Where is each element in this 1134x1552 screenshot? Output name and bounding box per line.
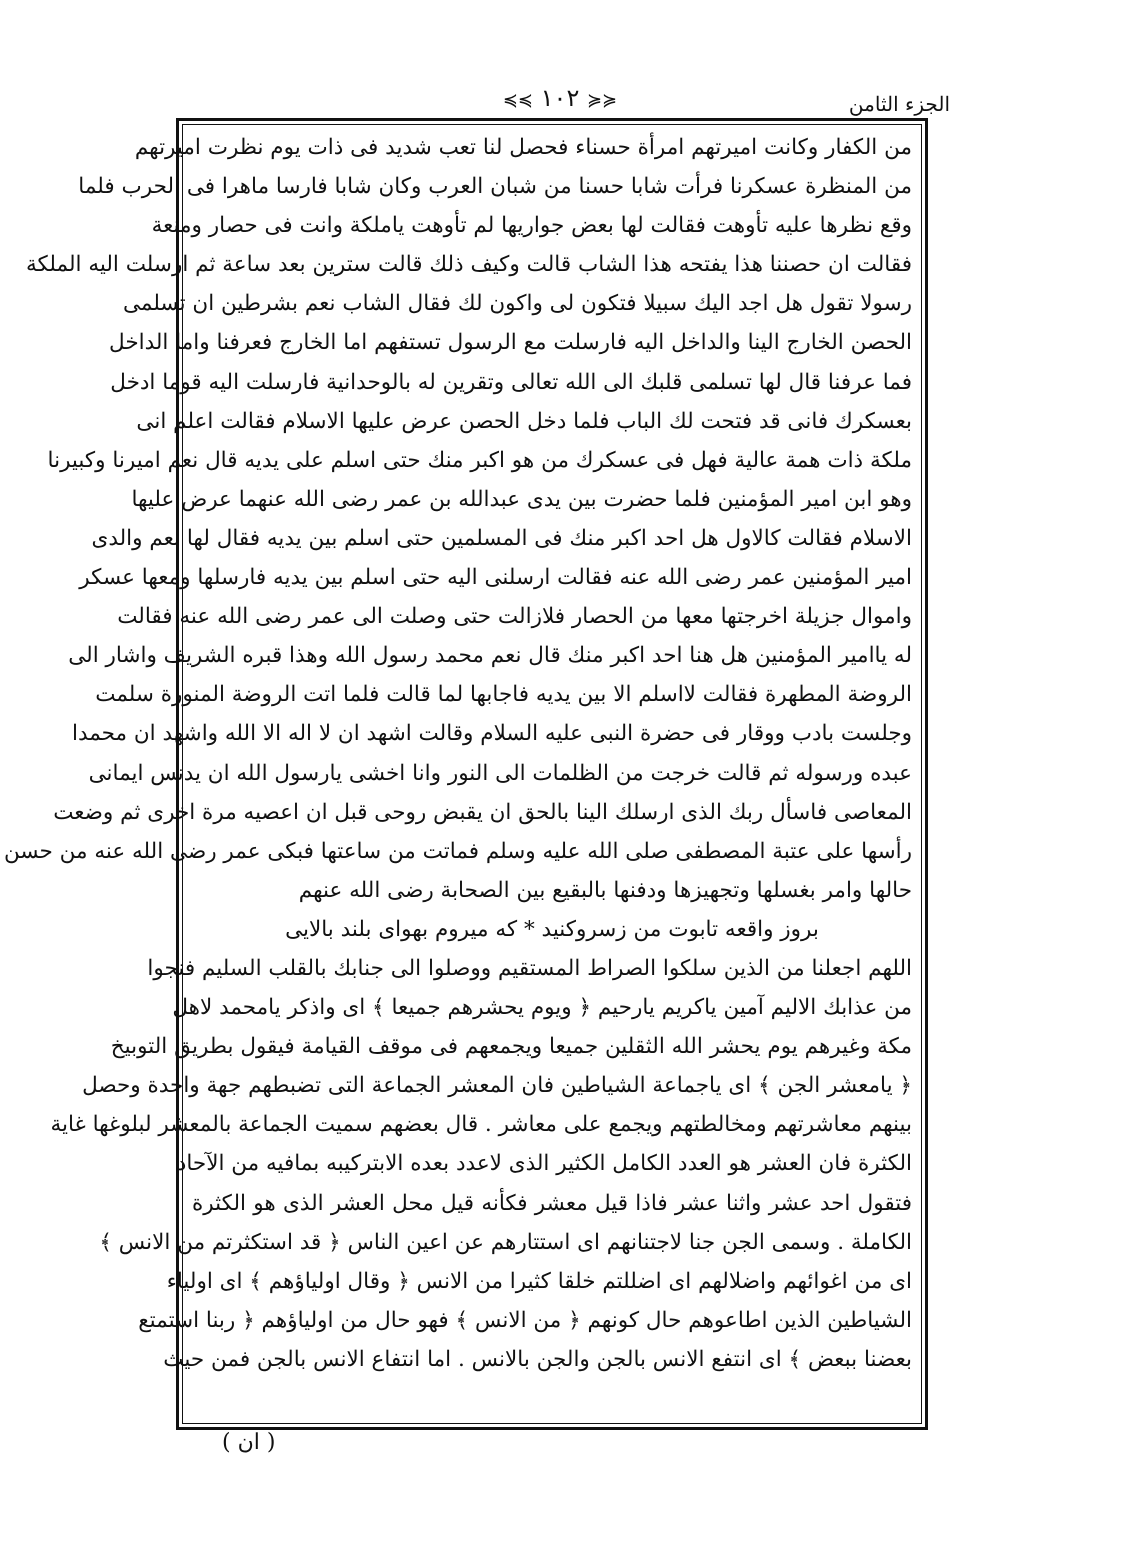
- text-line: بينهم معاشرتهم ومخالطتهم ويجمع على معاشر . قال بعضهم سميت الجماعة بالمعشر لبلوغها غاية: [50, 1112, 912, 1138]
- text-line: وهو ابن امير المؤمنين فلما حضرت بين يدى عبدالله بن عمر رضى الله عنهما عرض عليها: [131, 486, 912, 512]
- text-line: الكثرة فان العشر هو العدد الكامل الكثير الذى لاعدد بعده الابتركيبه بمافيه من الآحاد: [176, 1151, 912, 1177]
- page-header: [180, 84, 950, 120]
- catchword: ( ان ): [222, 1430, 276, 1455]
- text-line: من المنظرة عسكرنا فرأت شابا حسنا من شبان العرب وكان شابا فارسا ماهرا فى الحرب فلما: [78, 174, 912, 200]
- text-line: الكاملة . وسمى الجن جنا لاجتنانهم اى استتارهم عن اعين الناس ﴿ قد استكثرتم من الانس ﴾: [99, 1229, 912, 1255]
- text-line: له ياامير المؤمنين هل هنا احد اكبر منك قال نعم محمد رسول الله وهذا قبره الشريف واشار الى: [68, 643, 912, 669]
- text-line: امير المؤمنين عمر رضى الله عنه فقالت ارسلنى اليه حتى اسلم بين يديه فارسلها ومعها عسكر: [79, 565, 912, 591]
- text-line: ملكة ذات همة عالية فهل فى عسكرك من هو اكبر منك حتى اسلم على يديه قال نعم اميرنا وكبيرنا: [47, 447, 912, 473]
- ornament-left: ≽≽: [502, 90, 534, 111]
- ornament-right: ≼≼: [586, 90, 618, 111]
- page-number: ١٠٢: [540, 84, 580, 112]
- text-line: الاسلام فقالت كالاول هل احد اكبر منك فى المسلمين حتى اسلم بين يديه فقال لها نعم والدى: [91, 525, 912, 551]
- text-line: الشياطين الذين اطاعوهم حال كونهم ﴿ من الانس ﴾ فهو حال من اولياؤهم ﴿ ربنا استمتع: [138, 1307, 912, 1333]
- text-line: الروضة المطهرة فقالت لااسلم الا بين يديه فاجابها لما قالت فلما اتت الروضة المنورة سلمت: [95, 682, 912, 708]
- text-line: اى من اغوائهم واضلالهم اى اضللتم خلقا كثيرا من الانس ﴿ وقال اولياؤهم ﴾ اى اولياء: [166, 1268, 912, 1294]
- text-line: ﴿ يامعشر الجن ﴾ اى ياجماعة الشياطين فان المعشر الجماعة التى تضبطهم جهة واحدة وحصل: [82, 1073, 912, 1099]
- text-line: واموال جزيلة اخرجتها معها من الحصار فلازالت حتى وصلت الى عمر رضى الله عنه فقالت: [117, 604, 912, 630]
- text-line: من عذابك الاليم آمين ياكريم يارحيم ﴿ ويوم يحشرهم جميعا ﴾ اى واذكر يامحمد لاهل: [172, 995, 912, 1021]
- text-line: فقالت ان حصننا هذا يفتحه هذا الشاب قالت وكيف ذلك قالت سترين بعد ساعة ثم ارسلت اليه الملكة: [26, 252, 912, 278]
- text-line: المعاصى فاسأل ربك الذى ارسلك الينا بالحق ان يقبض روحى قبل ان اعصيه مرة اخرى ثم وضعت: [53, 799, 912, 825]
- text-line: اللهم اجعلنا من الذين سلكوا الصراط المستقيم ووصلوا الى جنابك بالقلب السليم فنجوا: [147, 955, 912, 981]
- text-line: فما عرفنا قال لها تسلمى قلبك الى الله تعالى وتقرين له بالوحدانية فارسلت اليه قوما ادخل: [110, 369, 912, 395]
- text-line: فتقول احد عشر واثنا عشر فاذا قيل معشر فكأنه قيل محل العشر الذى هو الكثرة: [192, 1190, 912, 1216]
- text-line: وقع نظرها عليه تأوهت فقالت لها بعض جواريها لم تأوهت ياملكة وانت فى حصار ومنعة: [151, 213, 912, 239]
- page-body: [3, 128, 912, 1418]
- text-line: الحصن الخارج الينا والداخل اليه فارسلت مع الرسول تستفهم اما الخارج فعرفنا واما الداخل: [109, 330, 912, 356]
- text-line: حالها وامر بغسلها وتجهيزها ودفنها بالبقيع بين الصحابة رضى الله عنهم: [298, 877, 912, 903]
- text-line: عبده ورسوله ثم قالت خرجت من الظلمات الى النور وانا اخشى يارسول الله ان يدنس ايمانى: [88, 760, 912, 786]
- part-label: الجزء الثامن: [848, 92, 950, 116]
- text-line: وجلست بادب ووقار فى حضرة النبى عليه السلام وقالت اشهد ان لا اله الا الله واشهد ان محمدا: [71, 721, 912, 747]
- text-line: مكة وغيرهم يوم يحشر الله الثقلين جميعا ويجمعهم فى موقف القيامة فيقول بطريق التوبيخ: [110, 1034, 912, 1060]
- text-line: بعضنا ببعض ﴾ اى انتفع الانس بالجن والجن بالانس . اما انتفاع الانس بالجن فمن حيث: [163, 1346, 912, 1372]
- verse-line: بروز واقعه تابوت من زسروكنيد * كه ميروم بهواى بلند بالايى: [285, 916, 819, 942]
- text-line: بعسكرك فانى قد فتحت لك الباب فلما دخل الحصن عرض عليها الاسلام فقالت اعلم انى: [136, 408, 912, 434]
- text-line: رسولا تقول هل اجد اليك سبيلا فتكون لى واكون لك فقال الشاب نعم بشرطين ان تسلمى: [122, 291, 912, 317]
- page-number-block: [490, 84, 630, 112]
- text-line: رأسها على عتبة المصطفى صلى الله عليه وسلم فماتت من ساعتها فبكى عمر رضى الله عنه من حسن: [3, 838, 912, 864]
- text-line: من الكفار وكانت اميرتهم امرأة حسناء فحصل لنا تعب شديد فى ذات يوم نظرت اميرتهم: [134, 135, 912, 160]
